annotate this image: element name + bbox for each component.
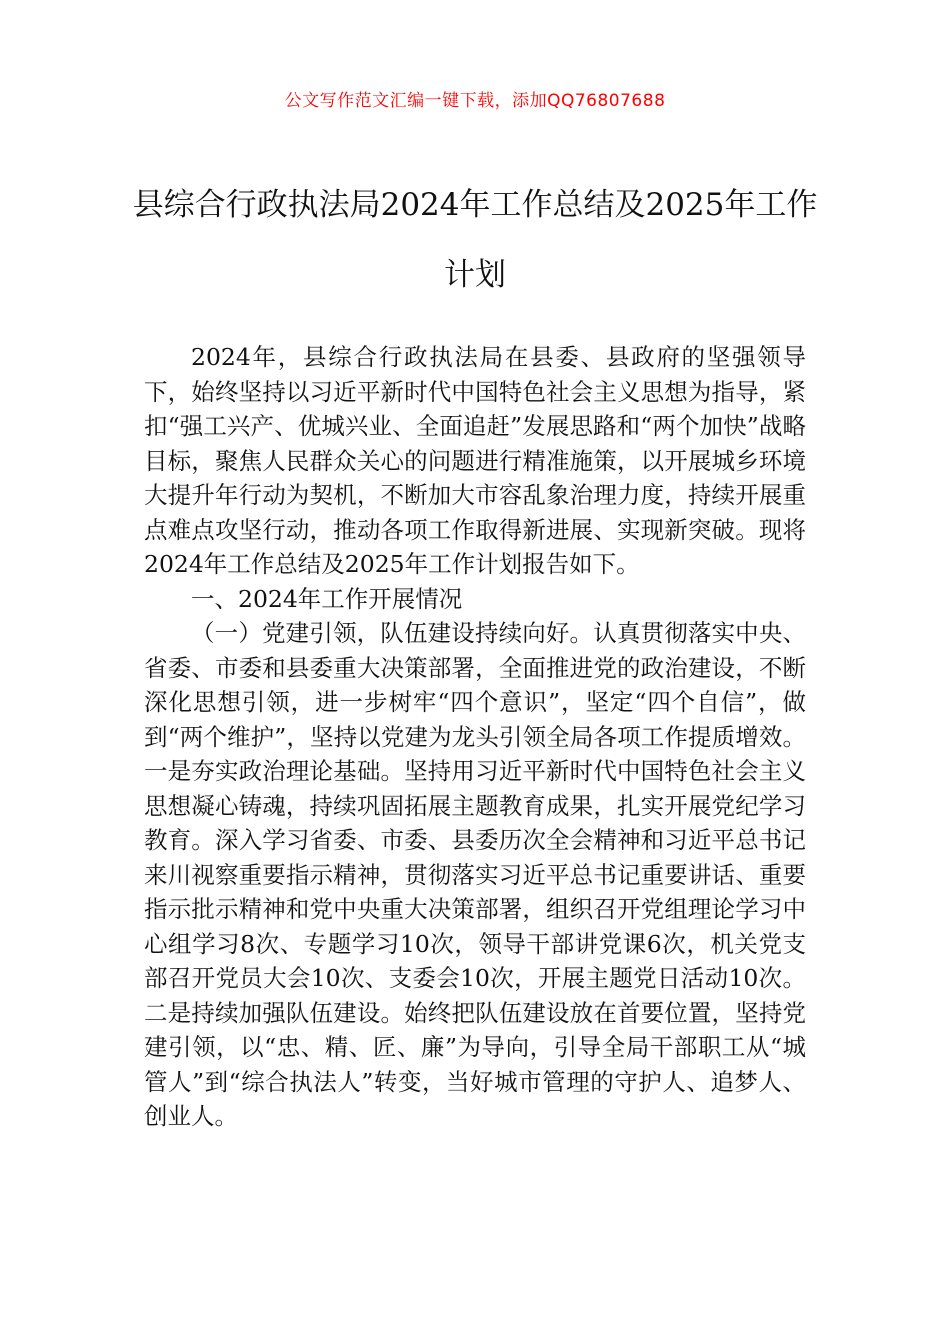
body-paragraph: （一）党建引领，队伍建设持续向好。认真贯彻落实中央、省委、市委和县委重大决策部署，全面推进党的政治建设，不断深化思想引领，进一步树牢“四个意识”，坚定“四个自信”，做到“两个维护”，坚持以党建为龙头引领全局各项工作提质增效。一是夯实政治理论基础。坚持用习近平新时代中国特色社会主义思想凝心铸魂，持续巩固拓展主题教育成果，扎实开展党纪学习教育。深入学习省委、市委、县委历次全会精神和习近平总书记来川视察重要指示精神，贯彻落实习近平总书记重要讲话、重要指示批示精神和党中央重大决策部署，组织召开党组理论学习中心组学习8次、专题学习10次，领导干部讲党课6次，机关党支部召开党员大会10次、支委会10次，开展主题党日活动10次。二是持续加强队伍建设。始终把队伍建设放在首要位置，坚持党建引领，以“忠、精、匠、廉”为导向，引导全局干部职工从“城管人”到“综合执法人”转变，当好城市管理的守护人、追梦人、创业人。 [144, 619, 806, 1130]
header-note: 公文写作范文汇编一键下载，添加QQ76807688 [284, 91, 666, 111]
document-body [144, 340, 806, 1134]
document-title: 县综合行政执法局2024年工作总结及2025年工作计划 [132, 187, 818, 293]
intro-paragraph: 2024年，县综合行政执法局在县委、县政府的坚强领导下，始终坚持以习近平新时代中国特色社会主义思想为指导，紧扣“强工兴产、优城兴业、全面追赶”发展思路和“两个加快”战略目标，聚焦人民群众关心的问题进行精准施策，以开展城乡环境大提升年行动为契机，不断加大市容乱象治理力度，持续开展重点难点攻坚行动，推动各项工作取得新进展、实现新突破。现将2024年工作总结及2025年工作计划报告如下。 [144, 343, 806, 578]
section-heading: 一、2024年工作开展情况 [191, 584, 463, 613]
